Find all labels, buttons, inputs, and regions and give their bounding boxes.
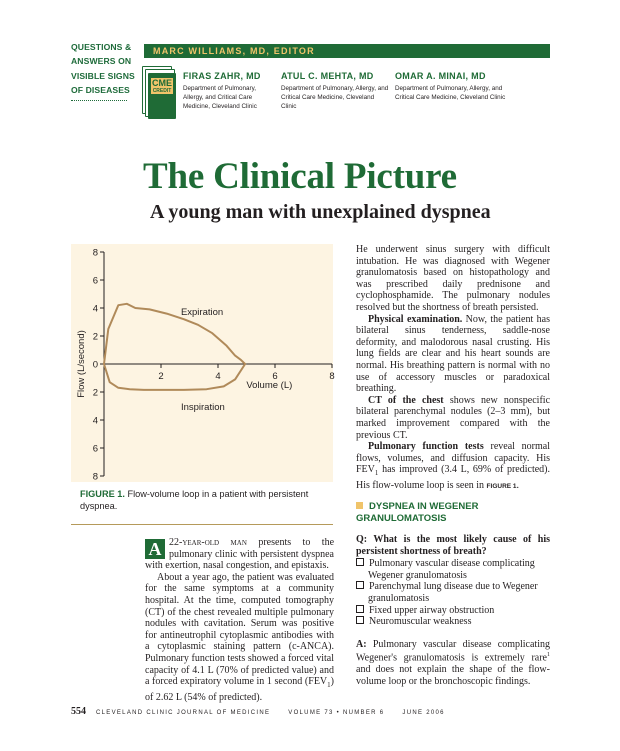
run-in-heading: CT of the chest xyxy=(368,394,444,406)
answer-text: and does not explain the shape of the flow-volume loop or the bronchoscopic findings. xyxy=(356,664,550,687)
author-affiliation: Department of Pulmonary, Allergy, and Critical Care Medicine, Cleveland Clinic xyxy=(281,85,389,110)
answer-text: Pulmonary vascular disease complicating Wegener's granulomatosis is extremely rare xyxy=(356,638,550,664)
answer-option xyxy=(356,558,550,581)
y-tick-label: 6 xyxy=(92,275,98,287)
answer-option xyxy=(356,581,550,604)
paragraph-text: has improved (3.4 L, 69% of predicted). His flow-volume loop is seen in xyxy=(356,464,550,491)
series-line-inspiration xyxy=(104,364,245,390)
y-tick-label: 2 xyxy=(92,331,98,343)
cme-badge-title: CME xyxy=(152,78,172,88)
run-in-heading: Physical examination. xyxy=(368,313,463,325)
section-heading xyxy=(356,501,556,525)
x-tick-label: 6 xyxy=(272,371,278,382)
paragraph-text: presents to the pulmonary clinic with persistent dyspnea with exertion, nasal congestion, and epistaxis. xyxy=(145,537,335,572)
column-label-line: QUESTIONS & xyxy=(71,42,132,52)
figure-caption-text: Flow-volume loop in a patient with persistent dyspnea. xyxy=(80,489,309,511)
x-axis-label: Volume (L) xyxy=(246,379,293,391)
drop-cap: A xyxy=(145,539,165,559)
y-axis-label: Flow (L/second) xyxy=(76,330,87,398)
figure-caption xyxy=(80,489,320,512)
column-label-line: ANSWERS ON xyxy=(71,56,132,67)
checkbox-icon xyxy=(356,558,364,566)
answer-label: A: xyxy=(356,638,367,650)
series-line-expiration xyxy=(104,304,245,364)
left-column-text xyxy=(145,537,334,703)
page-number: 554 xyxy=(71,706,86,717)
author-block xyxy=(281,70,391,111)
y-tick-label: 4 xyxy=(92,303,98,315)
annotation-expiration: Expiration xyxy=(180,307,224,318)
y-tick-label: 8 xyxy=(92,247,98,259)
annotation-inspiration: Inspiration xyxy=(180,402,225,414)
x-tick-label: 2 xyxy=(158,371,164,382)
checkbox-icon xyxy=(356,581,364,589)
author-block xyxy=(183,70,275,111)
editor-name: MARC WILLIAMS, MD, EDITOR xyxy=(153,46,315,56)
subscript: 1 xyxy=(327,681,331,690)
dotted-divider xyxy=(71,100,127,101)
y-tick-label: 4 xyxy=(92,415,98,427)
checkbox-icon xyxy=(356,605,364,613)
journal-name: CLEVELAND CLINIC JOURNAL OF MEDICINE xyxy=(96,710,271,716)
x-tick-label: 8 xyxy=(329,371,335,382)
flow-volume-chart xyxy=(71,244,333,482)
answer-option-text: Parenchymal lung disease due to Wegener granulomatosis xyxy=(368,581,538,604)
question: Q: What is the most likely cause of his persistent shortness of breath? xyxy=(356,534,550,557)
y-tick-label: 6 xyxy=(92,443,98,455)
author-affiliation: Department of Pulmonary, Allergy, and Critical Care Medicine, Cleveland Clinic xyxy=(183,85,257,110)
section-heading-text: DYSPNEA IN WEGENER GRANULOMATOSIS xyxy=(356,501,479,524)
column-label-line: OF DISEASES xyxy=(71,84,130,95)
author-block xyxy=(395,70,507,102)
column-label-line: VISIBLE SIGNS xyxy=(71,70,135,81)
author-affiliation: Department of Pulmonary, Allergy, and Critical Care Medicine, Cleveland Clinic xyxy=(395,85,506,101)
issue-date: JUNE 2006 xyxy=(402,710,445,716)
subscript: 1 xyxy=(374,469,379,478)
figure-label: FIGURE 1. xyxy=(80,489,125,499)
article-title: The Clinical Picture xyxy=(143,156,457,197)
y-tick-label: 0 xyxy=(92,359,98,371)
answer-option-text: Fixed upper airway obstruction xyxy=(369,604,495,616)
question-block xyxy=(356,534,550,687)
x-tick-label: 4 xyxy=(215,371,221,382)
answer-option xyxy=(356,605,550,617)
section-square-icon xyxy=(356,502,363,509)
author-name: OMAR A. MINAI, MD xyxy=(395,71,486,81)
paragraph-text: shows new nonspecific bilateral parenchymal nodules (2–3 mm), but marked improvement compared with the previous CT. xyxy=(356,394,551,441)
figure-panel xyxy=(71,244,333,482)
article-subtitle: A young man with unexplained dyspnea xyxy=(150,201,491,223)
page-footer xyxy=(71,707,445,718)
figure-reference: FIGURE 1 xyxy=(486,482,517,490)
y-tick-label: 8 xyxy=(92,471,98,483)
answer-option-text: Pulmonary vascular disease complicating Wegener granulomatosis xyxy=(368,558,535,581)
author-name: FIRAS ZAHR, MD xyxy=(183,71,261,81)
paragraph-text: reveal normal flows, volumes, and diffusion capacity. His FEV xyxy=(356,441,550,476)
paragraph-text: ) of 2.62 L (54% of predicted). xyxy=(145,676,334,703)
volume-info: VOLUME 73 • NUMBER 6 xyxy=(288,710,385,716)
run-in-heading: Pulmonary function tests xyxy=(368,441,484,453)
column-label xyxy=(71,40,151,97)
answer-option xyxy=(356,616,550,628)
paragraph-text: About a year ago, the patient was evaluated for the same symptoms at a community hospital. At the time, computed tomography (CT) of the chest revealed multiple pulmonary nodules with cavitation. Serum was positive for antineutrophil cytoplasmic antibodies with a cytoplasmic staining pattern (c-ANCA). Pulmonary function tests showed a forced vital capacity of 4.1 L (70% of predicted value) and a forced expiratory volume in 1 second (FEV xyxy=(145,571,334,688)
answer-option-text: Neuromuscular weakness xyxy=(369,616,472,628)
checkbox-icon xyxy=(356,616,364,624)
caption-rule xyxy=(71,524,333,525)
footnote-ref: 1 xyxy=(547,652,550,659)
y-tick-label: 2 xyxy=(92,387,98,399)
paragraph-text: Now, the patient has bilateral sinus tenderness, saddle-nose deformity, and malodorous nasal crusting. His lung fields are clear and his heart sounds are normal. His breathing pattern is normal with no use of accessory muscles or paradoxical breathing. xyxy=(356,313,550,395)
paragraph-text: He underwent sinus surgery with difficult intubation. He was diagnosed with Wegener granulomatosis based on histopathology and was prescribed daily prednisone and cyclophosphamide. The pulmonary nodules resolved but the shortness of breath persisted. xyxy=(356,244,550,313)
paragraph-text: . xyxy=(516,479,520,491)
lead-in: 22-year-old man xyxy=(169,537,247,548)
cme-badge-subtitle: CREDIT xyxy=(152,88,172,94)
author-name: ATUL C. MEHTA, MD xyxy=(281,71,374,81)
right-column-text xyxy=(356,244,550,492)
